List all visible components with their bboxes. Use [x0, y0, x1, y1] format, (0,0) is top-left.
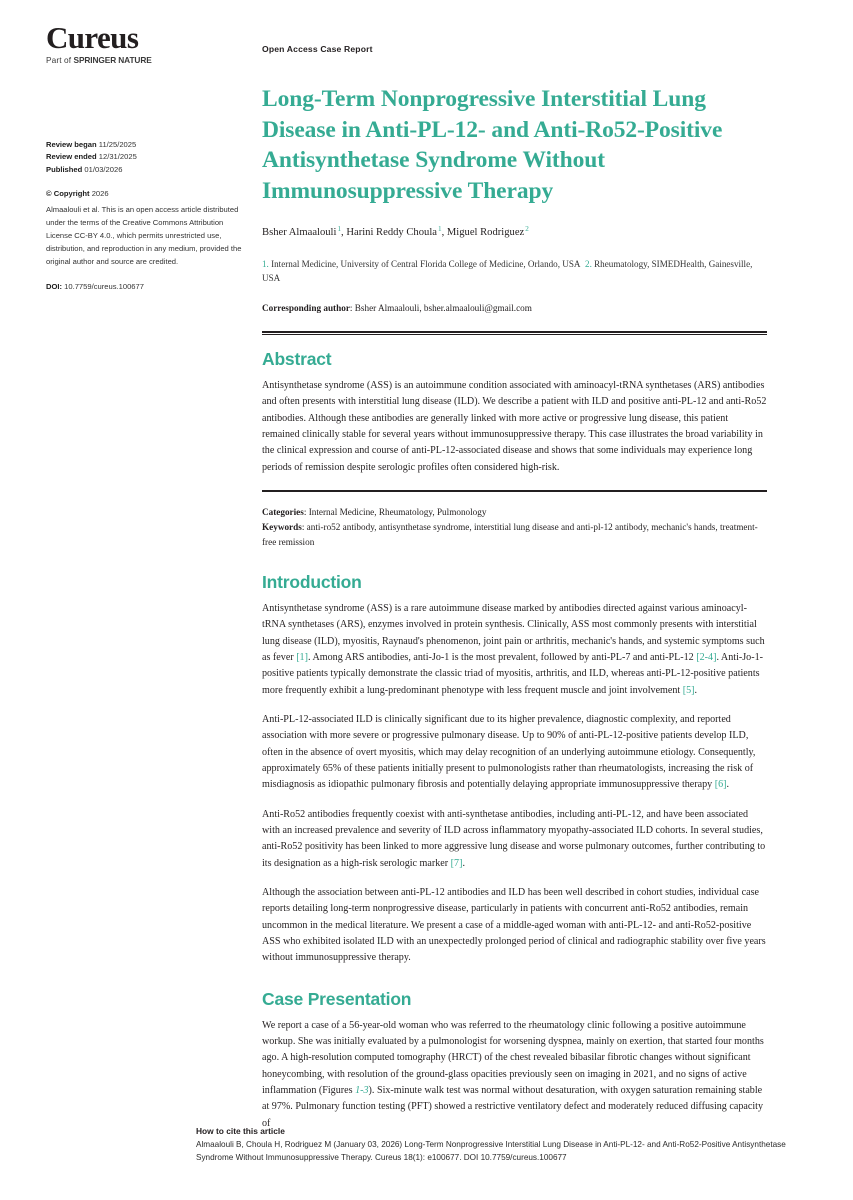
doi-value: 10.7759/cureus.100677 — [64, 282, 144, 292]
affiliation-list — [262, 257, 767, 286]
corresponding-author: Corresponding author: Bsher Almaalouli, bsher.almaalouli@gmail.com — [262, 302, 532, 313]
author-name[interactable]: Bsher Almaalouli — [262, 227, 337, 239]
copyright-row — [46, 188, 243, 200]
affiliation-text: Rheumatology, SIMEDHealth, Gainesville, USA — [262, 259, 753, 284]
author-affiliation-marker: 1 — [437, 224, 442, 233]
how-to-cite-title: How to cite this article — [196, 1126, 285, 1136]
intro-p2-part-a: Anti-PL-12-associated ILD is clinically significant due to its higher prevalence, diagnostic complexity, and reported association with more severe or progressive pulmonary disease. Up to 90% of anti-PL-12-positive patients develop ILD, often in the absence of overt myositis, which may delay recognition of an underlying autoimmune etiology. Consequently, approximately 65% of these patients initially present to pulmonologists rather than rheumatologists, increasing the risk of misdiagnosis as idiopathic pulmonary fibrosis and potentially delaying appropriate immunosuppressive therapy — [262, 713, 756, 791]
author-list: Bsher Almaalouli$^1$, Harini Reddy Choula$^1$, Miguel Rodriguez$^2$ — [262, 224, 529, 239]
affiliation-text: Internal Medicine, University of Central Florida College of Medicine, Orlando, USA — [268, 259, 581, 270]
citation-link[interactable]: [7] — [450, 857, 463, 869]
review-ended-value: 12/31/2025 — [98, 152, 137, 162]
intro-p1-part-b: . Among ARS antibodies, anti-Jo-1 is the most prevalent, followed by anti-PL-7 and anti-PL-12 — [307, 651, 697, 663]
citation-link[interactable]: [2-4] — [696, 651, 717, 663]
introduction-paragraph-1 — [262, 601, 767, 699]
intro-p1-part-d: . — [694, 684, 698, 696]
intro-p2-part-b: . — [726, 779, 730, 791]
divider-below-abstract — [262, 490, 767, 492]
published-row — [46, 164, 243, 176]
corresponding-author-value[interactable]: Bsher Almaalouli, bsher.almaalouli@gmail.com — [354, 302, 532, 313]
copyright-year: 2026 — [91, 188, 109, 198]
journal-branding — [46, 22, 242, 71]
citation-link[interactable]: [1] — [296, 651, 308, 663]
keywords-row: Keywords: anti-ro52 antibody, antisynthetase syndrome, interstitial lung disease and anti-pl-12 antibody, mechanic's hands, treatment-free remission — [262, 522, 758, 547]
review-ended-label: Review ended — [46, 152, 97, 162]
categories-label: Categories — [262, 507, 304, 518]
article-main-column — [262, 44, 767, 1132]
case-p1-part-a: We report a case of a 56-year-old woman who was referred to the rheumatology clinic following a positive autoimmune workup. She was initially evaluated by a pulmonologist for worsening dyspnea, mainly on exertion, that started four months ago. A high-resolution computed tomography (HRCT) of the chest revealed bibasilar fibrotic changes without significant honeycombing, with resolution of the ground-glass opacities previously seen on imaging in 2021, and no signs of active inflammation (Figures — [262, 1019, 764, 1097]
page-title: Long-Term Nonprogressive Interstitial Lung Disease in Anti-PL-12- and Anti-Ro52-Positive Antisynthetase Syndrome Without Immunosuppressive Therapy — [262, 86, 723, 204]
logo-tagline-prefix: Part of — [46, 54, 74, 65]
abstract-heading: Abstract — [262, 349, 332, 370]
intro-p3-part-a: Anti-Ro52 antibodies frequently coexist with anti-synthetase antibodies, including anti-PL-12, and have been associated with an increased prevalence and severity of ILD across inflammatory myopathy-associated ILD cohorts. In several studies, anti-Ro52 positivity has been linked to more aggressive lung disease and worse pulmonary outcomes, further contributing to its designation as a high-risk serologic marker — [262, 808, 766, 869]
author-affiliation-marker: 2 — [525, 224, 529, 233]
keywords-label: Keywords — [262, 522, 302, 533]
introduction-paragraph-4: Although the association between anti-PL-12 antibodies and ILD has been well described in cohort studies, individual case reports detailing long-term nonprogressive disease, particularly in patients with concurrent anti-Ro52 antibodies, remain uncommon in the medical literature. We present a case of a middle-aged woman with anti-PL-12- and anti-Ro52-positive ASS who exhibited isolated ILD with an unexpectedly prolonged period of clinical and radiographic stability over five years without immunosuppressive therapy. — [262, 887, 766, 964]
corresponding-author-label: Corresponding author — [262, 302, 350, 313]
affiliation-number: 2. — [585, 259, 592, 270]
keywords-value: anti-ro52 antibody, antisynthetase syndrome, interstitial lung disease and anti-pl-12 antibody, mechanic's hands, treatment-free remission — [262, 522, 758, 547]
published-label: Published — [46, 164, 83, 174]
logo-tagline-publisher: SPRINGER NATURE — [73, 54, 152, 65]
article-type-kicker: Open Access Case Report — [262, 44, 373, 54]
affiliation-number: 1. — [262, 259, 269, 270]
case-presentation-paragraph-1 — [262, 1018, 767, 1132]
introduction-heading: Introduction — [262, 571, 362, 592]
article-taxonomy — [262, 505, 767, 550]
figure-link[interactable]: 1-3 — [355, 1085, 369, 1097]
author-name[interactable]: Miguel Rodriguez — [446, 227, 525, 239]
author-name[interactable]: Harini Reddy Choula — [346, 227, 437, 239]
how-to-cite-footer — [196, 1126, 796, 1164]
published-value: 01/03/2026 — [84, 164, 123, 174]
review-began-row — [46, 139, 243, 151]
review-began-value: 11/25/2025 — [98, 140, 137, 149]
cureus-logo[interactable] — [46, 22, 242, 65]
citation-link[interactable]: [5] — [682, 684, 695, 696]
intro-p1-part-c: . Anti-Jo-1-positive patients typically demonstrate the classic triad of myositis, arthritis, and ILD, whereas anti-PL-12-positive patients more frequently exhibit a lung-predominant phenotype with less frequent muscle and joint involvement — [262, 651, 763, 696]
license-text: Almaalouli et al. This is an open access article distributed under the terms of the Creative Commons Attribution License CC-BY 4.0., which permits unrestricted use, distribution, and reproduction in any medium, provided the original author and source are credited. — [46, 205, 242, 267]
how-to-cite-citation: Almaalouli B, Choula H, Rodriguez M (January 03, 2026) Long-Term Nonprogressive Interstitial Lung Disease in Anti-PL-12- and Anti-Ro52-Positive Antisynthetase Syndrome Without Immunosuppressive Therapy. Cureus 18(1): e100677. DOI 10.7759/cureus.100677 — [196, 1140, 786, 1162]
abstract-text: Antisynthetase syndrome (ASS) is an autoimmune condition associated with aminoacyl-tRNA synthetases (ARS) antibodies and often presents with interstitial lung disease (ILD). We describe a patient with ILD and positive anti-PL-12 and anti-Ro52 antibodies. Although these antibodies are generally linked with more active or progressive lung disease, this patient remained clinically stable for several years without immunosuppressive therapy. This case illustrates the broad variability in the clinical expression and course of anti-PL-12-associated disease and shows that some individuals may experience long periods of remission despite serologic profiles often considered high-risk. — [262, 380, 767, 473]
logo-tagline — [46, 55, 242, 65]
citation-link[interactable]: [6] — [714, 779, 727, 791]
case-p1-part-b: ). Six-minute walk test was normal without desaturation, with oxygen saturation remaining stable at 97%. Pulmonary function testing (PFT) showed a restrictive ventilatory defect and moderately reduced diffusing capacity of — [262, 1085, 763, 1129]
logo-wordmark: Cureus — [46, 20, 139, 55]
intro-p3-part-b: . — [462, 857, 465, 869]
introduction-paragraph-3 — [262, 807, 767, 872]
introduction-paragraph-2 — [262, 712, 767, 794]
author-affiliation-marker: 1 — [337, 224, 342, 233]
doi-row[interactable] — [46, 281, 243, 293]
review-began-label: Review began — [46, 140, 97, 149]
intro-p1-part-a: Antisynthetase syndrome (ASS) is a rare autoimmune disease marked by antibodies directed against various aminoacyl-tRNA synthetases (ARS), enzymes involved in protein synthesis. Clinically, ASS most commonly presents with interstitial lung disease (ILD), myositis, Raynaud's phenomenon, joint pain or arthritis, mechanic's hands, and systemic symptoms such as fever — [262, 602, 765, 663]
categories-value: Internal Medicine, Rheumatology, Pulmonology — [308, 507, 487, 518]
copyright-label: © Copyright — [46, 188, 90, 198]
article-metadata-rail — [46, 139, 243, 294]
categories-row: Categories: Internal Medicine, Rheumatology, Pulmonology — [262, 507, 487, 518]
review-ended-row — [46, 151, 243, 163]
divider-above-abstract — [262, 331, 767, 336]
case-presentation-heading: Case Presentation — [262, 988, 412, 1009]
doi-label: DOI: — [46, 282, 63, 292]
